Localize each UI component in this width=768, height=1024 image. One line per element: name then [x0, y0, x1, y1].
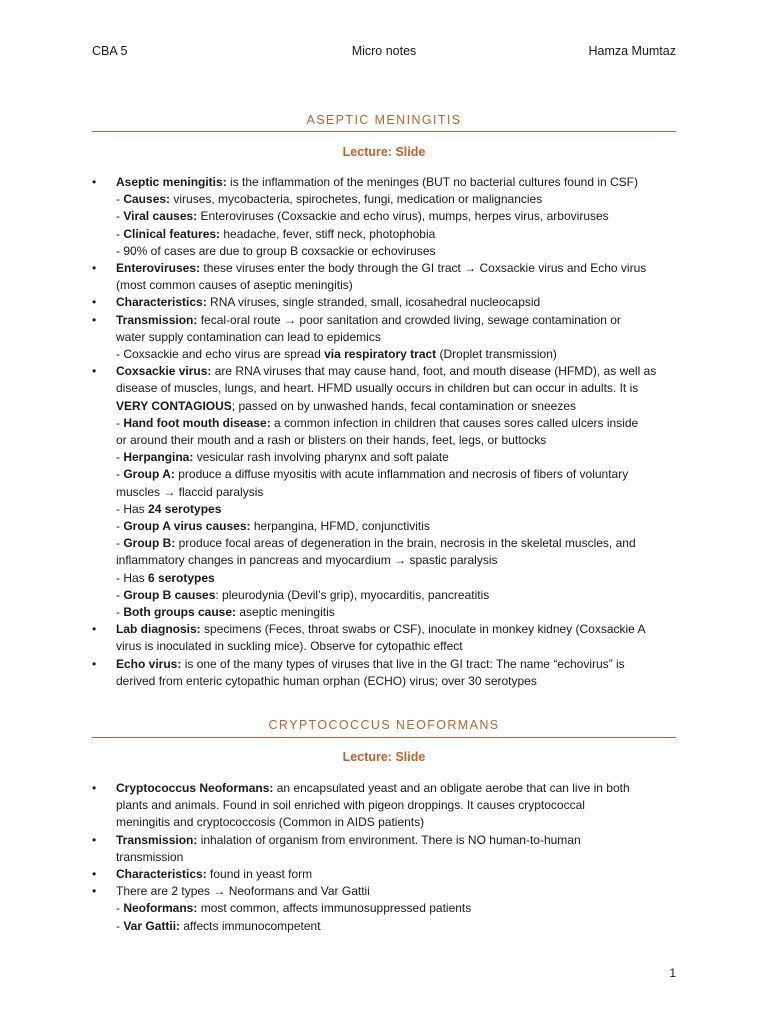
header-course: CBA 5 [92, 44, 128, 58]
lecture-label: Lecture: Slide [342, 750, 426, 764]
text-line [116, 587, 682, 604]
list-item [92, 174, 682, 260]
text-line [116, 294, 682, 311]
list-item [92, 294, 682, 311]
list-item [92, 363, 682, 621]
text-line [116, 226, 682, 243]
text-run: - Has [116, 501, 149, 516]
bullet-glyph: • [92, 832, 97, 847]
section-divider [92, 131, 676, 132]
text-run: are RNA viruses that may cause hand, foot, and mouth disease (HFMD), as well as [211, 364, 657, 379]
text-line [116, 518, 682, 535]
text-line [116, 535, 682, 552]
text-run: muscles → flaccid paralysis [116, 484, 264, 499]
text-line [116, 797, 682, 814]
section-title-aseptic-meningitis: ASEPTIC MENINGITIS [306, 113, 462, 127]
list-item [92, 621, 682, 655]
list-item [92, 780, 682, 832]
text-run: is the inflammation of the meninges (BUT no bacterial cultures found in CSF) [226, 175, 638, 189]
text-line [116, 191, 682, 208]
page-header [92, 44, 676, 60]
text-run: - [116, 918, 124, 933]
bold-term: Lab diagnosis: [116, 622, 201, 637]
text-run: virus is inoculated in suckling mice). Observe for cytopathic effect [116, 639, 463, 654]
bold-term: Neoformans: [123, 901, 198, 916]
text-run: fecal-oral route → poor sanitation and crowded living, sewage contamination or [197, 312, 621, 327]
bullet-glyph: • [92, 867, 97, 882]
text-line [116, 656, 682, 673]
text-line [116, 552, 682, 569]
bold-term: Cryptococcus Neoformans: [116, 781, 274, 795]
text-line [116, 780, 682, 797]
text-run: (most common causes of aseptic meningitis) [116, 278, 353, 293]
bullet-glyph: • [92, 656, 97, 671]
text-run: disease of muscles, lungs, and heart. HFMD usually occurs in children but can occur in adults. It is [116, 381, 639, 396]
text-line [116, 570, 682, 587]
text-line [116, 243, 682, 260]
page-number: 1 [669, 966, 676, 980]
list-item [92, 656, 682, 690]
text-run: or around their mouth and a rash or blisters on their hands, feet, legs, or buttocks [116, 433, 547, 448]
text-line [116, 208, 682, 225]
text-line [116, 832, 682, 849]
text-run: found in yeast form [206, 867, 313, 882]
text-line [116, 363, 682, 380]
text-line [116, 312, 682, 329]
text-line [116, 638, 682, 655]
bold-term: Herpangina: [123, 450, 194, 465]
text-run: vesicular rash involving pharynx and soft palate [193, 450, 449, 465]
bold-term: Aseptic meningitis: [116, 175, 227, 189]
text-line [116, 415, 682, 432]
text-run: - [116, 536, 124, 551]
text-run: - [116, 192, 124, 207]
list-item [92, 260, 682, 294]
text-run: inhalation of organism from environment. There is NO human-to-human [197, 832, 581, 847]
bold-term: 6 serotypes [148, 570, 215, 585]
text-line [116, 849, 682, 866]
bold-term: Viral causes: [123, 209, 198, 224]
bold-term: via respiratory tract [324, 347, 437, 362]
text-line [116, 604, 682, 621]
text-run: most common, affects immunosuppressed patients [197, 901, 472, 916]
bold-term: Group B causes [123, 587, 216, 602]
text-line [116, 918, 682, 935]
text-line [116, 621, 682, 638]
text-run: produce focal areas of degeneration in the brain, necrosis in the skeletal muscles, and [175, 536, 636, 551]
text-line [116, 814, 682, 831]
text-run: - [116, 415, 124, 430]
text-run: aseptic meningitis [236, 605, 335, 620]
lecture-label: Lecture: Slide [342, 145, 426, 159]
text-run: is one of the many types of viruses that live in the GI tract: The name “echovirus” is [181, 656, 625, 671]
header-title: Micro notes [351, 44, 417, 58]
bold-term: Transmission: [116, 312, 198, 327]
text-run: plants and animals. Found in soil enriched with pigeon droppings. It causes cryptococcal [116, 798, 585, 813]
text-run: an encapsulated yeast and an obligate aerobe that can live in both [273, 781, 630, 795]
text-run: : pleurodynia (Devil’s grip), myocarditis, pancreatitis [215, 587, 490, 602]
text-line [116, 484, 682, 501]
text-run: - [116, 605, 124, 620]
list-item [92, 883, 682, 935]
bold-term: Causes: [123, 192, 171, 207]
text-run: RNA viruses, single stranded, small, icosahedral nucleocapsid [206, 295, 541, 310]
text-line [116, 432, 682, 449]
text-line [116, 260, 682, 277]
text-run: meningitis and cryptococcosis (Common in AIDS patients) [116, 815, 425, 830]
text-run: - [116, 226, 124, 241]
text-run: headache, fever, stiff neck, photophobia [220, 226, 436, 241]
text-line [116, 329, 682, 346]
text-run: water supply contamination can lead to epidemics [116, 329, 381, 344]
bold-term: Group A virus causes: [123, 519, 251, 534]
text-line [116, 466, 682, 483]
text-run: - 90% of cases are due to group B coxsackie or echoviruses [116, 243, 436, 258]
bold-term: Coxsackie virus: [116, 364, 212, 379]
bold-term: Var Gattii: [123, 918, 181, 933]
bold-term: Transmission: [116, 832, 198, 847]
bullet-glyph: • [92, 781, 97, 795]
bold-term: Characteristics: [116, 295, 207, 310]
bold-term: VERY CONTAGIOUS [116, 398, 232, 413]
bullet-glyph: • [92, 312, 97, 327]
section-title-cryptococcus-neoformans: CRYPTOCOCCUS NEOFORMANS [268, 718, 500, 732]
bold-term: Hand foot mouth disease: [123, 415, 271, 430]
text-run: inflammatory changes in pancreas and myocardium → spastic paralysis [116, 553, 498, 568]
bold-term: Both groups cause: [123, 605, 237, 620]
bold-term: Group B: [123, 536, 176, 551]
text-run: - [116, 467, 124, 482]
text-run: (Droplet transmission) [436, 347, 557, 362]
text-line [116, 174, 682, 191]
bullet-glyph: • [92, 884, 97, 899]
bullet-glyph: • [92, 295, 97, 310]
text-line [116, 883, 682, 900]
text-run: transmission [116, 849, 184, 864]
bold-term: 24 serotypes [148, 501, 222, 516]
text-run: Enteroviruses (Coxsackie and echo virus), mumps, herpes virus, arboviruses [197, 209, 609, 224]
bold-term: Characteristics: [116, 867, 207, 882]
text-run: specimens (Feces, throat swabs or CSF), inoculate in monkey kidney (Coxsackie A [200, 622, 646, 637]
text-run: - Has [116, 570, 149, 585]
text-run: - [116, 587, 124, 602]
bullet-list [92, 174, 682, 690]
text-run: viruses, mycobacteria, spirochetes, fungi, medication or malignancies [170, 192, 543, 207]
text-line [116, 346, 682, 363]
list-item [92, 866, 682, 883]
text-line [116, 501, 682, 518]
text-line [116, 277, 682, 294]
text-run: these viruses enter the body through the GI tract → Coxsackie virus and Echo virus [200, 261, 647, 276]
bullet-glyph: • [92, 175, 97, 189]
text-line [116, 380, 682, 397]
text-run: - Coxsackie and echo virus are spread [116, 347, 325, 362]
text-line [116, 900, 682, 917]
bullet-glyph: • [92, 261, 97, 276]
bullet-glyph: • [92, 364, 97, 379]
text-run: - [116, 519, 124, 534]
text-run: - [116, 901, 124, 916]
text-run: ; passed on by unwashed hands, fecal contamination or sneezes [231, 398, 577, 413]
text-run: produce a diffuse myositis with acute inflammation and necrosis of fibers of voluntary [174, 467, 629, 482]
text-run: a common infection in children that causes sores called ulcers inside [270, 415, 639, 430]
bold-term: Echo virus: [116, 656, 182, 671]
text-run: herpangina, HFMD, conjunctivitis [250, 519, 430, 534]
text-run: There are 2 types → Neoformans and Var Gattii [116, 884, 370, 899]
text-run: - [116, 209, 124, 224]
list-item [92, 832, 682, 866]
bold-term: Group A: [123, 467, 175, 482]
text-line [116, 673, 682, 690]
text-line [116, 866, 682, 883]
bold-term: Enteroviruses: [116, 261, 201, 276]
text-line [116, 449, 682, 466]
section-divider [92, 737, 676, 738]
header-author: Hamza Mumtaz [588, 44, 676, 58]
text-run: derived from enteric cytopathic human orphan (ECHO) virus; over 30 serotypes [116, 673, 537, 688]
bold-term: Clinical features: [123, 226, 221, 241]
text-run: - [116, 450, 124, 465]
text-line [116, 398, 682, 415]
text-run: affects immunocompetent [180, 918, 321, 933]
bullet-glyph: • [92, 622, 97, 637]
bullet-list [92, 780, 682, 935]
list-item [92, 312, 682, 364]
